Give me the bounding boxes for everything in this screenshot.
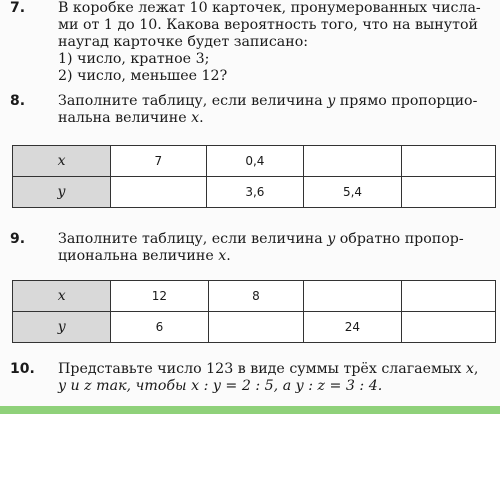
table-cell: 24 [304, 312, 401, 343]
table-cell [304, 281, 401, 312]
row-label-x: x [13, 281, 111, 312]
table-row-y [13, 312, 496, 343]
table-cell: 6 [111, 312, 208, 343]
table-cell: 12 [111, 281, 208, 312]
text-line: 1) число, кратное 3; [58, 51, 210, 67]
task-text [58, 231, 494, 265]
row-label-y: y [13, 312, 111, 343]
table-cell [401, 281, 495, 312]
text-line: y и z так, чтобы x : y = 2 : 5, а y : z = 3 : 4. [58, 378, 383, 394]
table-cell [401, 312, 495, 343]
text-line: ми от 1 до 10. Какова вероятность того, что на вынутой [58, 17, 478, 33]
table-cell [304, 146, 402, 177]
text-line [58, 361, 494, 378]
table-cell: 0,4 [206, 146, 304, 177]
text-line [58, 93, 494, 110]
variable-y: y [327, 231, 336, 247]
table-cell: 7 [111, 146, 207, 177]
task-number: 8. [10, 93, 26, 109]
proportion-table-inverse [12, 280, 496, 343]
text-segment: Заполните таблицу, если величина [58, 93, 328, 109]
text-segment: Представьте число 123 в виде суммы трёх слагаемых [58, 361, 466, 377]
task-number: 9. [10, 231, 26, 247]
row-label-y: y [13, 177, 111, 208]
page-edge-band [0, 406, 500, 414]
variable-x: x [218, 248, 227, 264]
table-cell: 8 [208, 281, 304, 312]
text-line [58, 110, 494, 127]
text-line: 2) число, меньшее 12? [58, 68, 228, 84]
table-row-y [13, 177, 496, 208]
text-segment: Заполните таблицу, если величина [58, 231, 328, 247]
proportion-table-direct [12, 145, 496, 208]
text-segment: . [226, 248, 231, 264]
table-cell [401, 177, 495, 208]
task-text [58, 0, 494, 85]
table-cell [208, 312, 304, 343]
task-number: 10. [10, 361, 35, 377]
task-text [58, 93, 494, 127]
variable-x: x [191, 110, 200, 126]
text-segment: прямо пропорцио- [335, 93, 478, 109]
text-segment: циональна величине [58, 248, 219, 264]
table-cell: 5,4 [304, 177, 402, 208]
table-cell [401, 146, 495, 177]
table-cell [111, 177, 207, 208]
table-row-x [13, 146, 496, 177]
task-text [58, 361, 494, 395]
text-segment: обратно пропор- [335, 231, 464, 247]
text-line [58, 231, 494, 248]
text-line: В коробке лежат 10 карточек, пронумерованных числа- [58, 0, 481, 16]
variable-y: y [327, 93, 336, 109]
text-segment: нальна величине [58, 110, 192, 126]
text-line [58, 248, 494, 265]
text-line: наугад карточке будет записано: [58, 34, 309, 50]
row-label-x: x [13, 146, 111, 177]
table-cell: 3,6 [206, 177, 304, 208]
table-row-x [13, 281, 496, 312]
text-segment: , [473, 361, 479, 377]
text-segment: . [199, 110, 204, 126]
task-number: 7. [10, 0, 26, 16]
variable-x: x [465, 361, 474, 377]
